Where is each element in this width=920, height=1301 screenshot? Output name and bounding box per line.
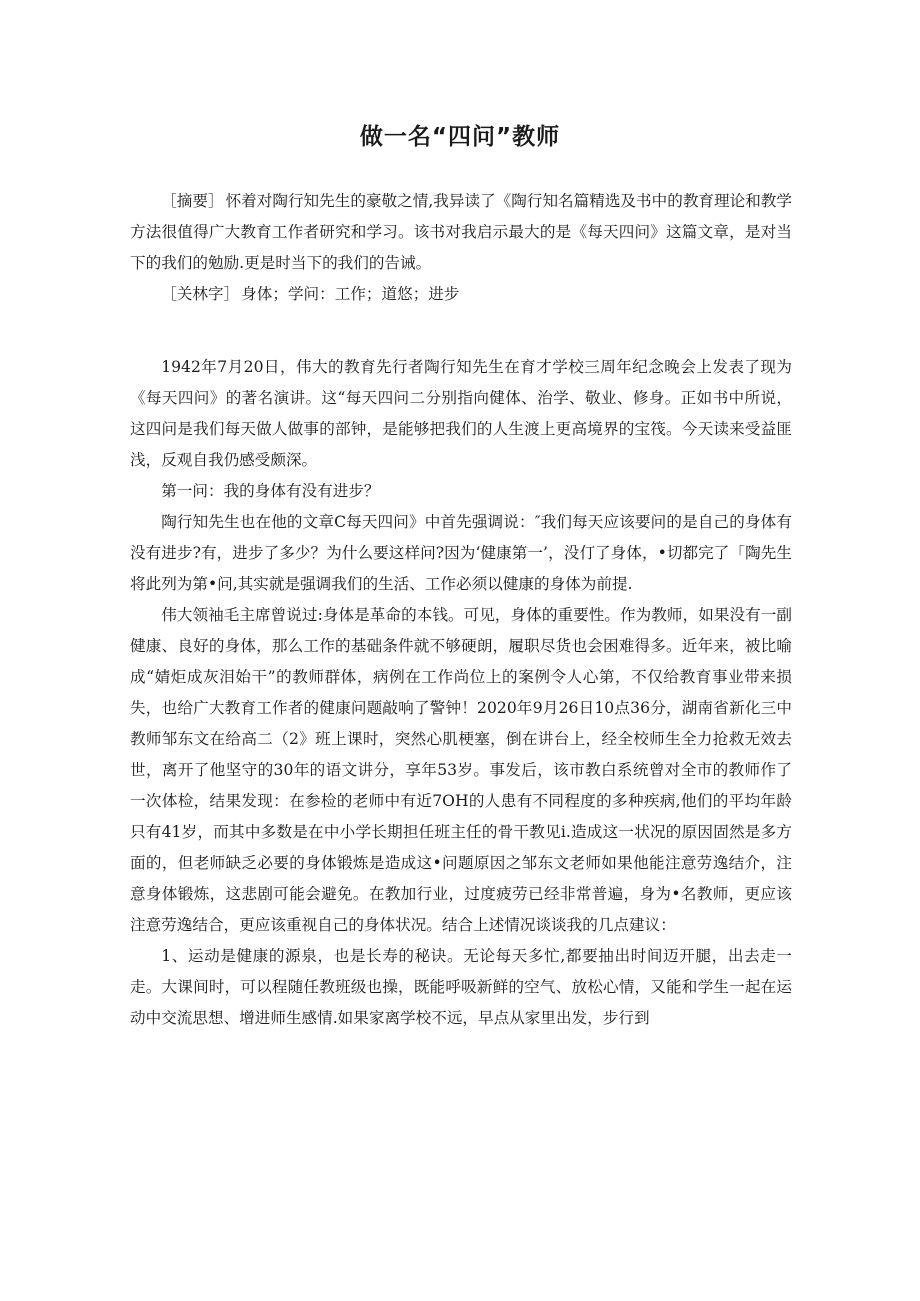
abstract-label: ［摘要］	[161, 192, 224, 210]
abstract-text: 怀着对陶行知先生的豪敬之情,我异读了《陶行知名篇精选及书中的教育理论和教学方法很值得广大教育工作者研究和学习。该书对我启示最大的是《每天四问》这篇文章，是对当下的我们的勉励.更是时当下的我们的告诫。	[130, 192, 792, 272]
abstract-paragraph	[130, 186, 792, 279]
section-gap	[130, 310, 792, 352]
document-body	[130, 186, 792, 1034]
body-paragraph: 陶行知先生也在他的文章C每天四问》中首先强调说：″我们每天应该要问的是自己的身体有没有进步?有，进步了多少？为什么要这样问?因为‘健康第一’，没仃了身体，•切都完了「陶先生将此列为第•问,其实就是强调我们的生活、工作必须以健康的身体为前提.	[130, 513, 792, 593]
body-paragraph: 伟大领袖毛主席曾说过:身体是革命的本钱。可见，身体的重要性。作为教师，如果没有一副健康、良好的身体，那么工作的基础条件就不够硬朗，履职尽货也会困难得多。近年来，被比喻成“婧炬成灰泪始干”的教师群体，病例在工作尚位上的案例令人心第，不仅给教育事业带来损失，也给广大教育工作者的健康问题敲响了警钟！2020年9月26日10点36分，湖南省新化三中教师邹东文在给高二（2》班上课时，突然心肌梗塞，倒在讲台上，经全校师生全力抢救无效去世，离开了他坚守的30年的语文讲分，享年53岁。事发后，该市教白系统曾对全市的教师作了一次体检，结果发现：在参检的老师中有近7OH的人患有不同程度的多种疾病,他们的平均年龄只有41岁，而其中多数是在中小学长期担任班主任的骨干教见i.造成这一状况的原因固然是多方面的，但老师缺乏必要的身体锻炼是造成这•问题原因之邹东文老师如果他能注意劳逸结介，注意身体锻炼，这悲剧可能会避免。在教加行业，过度疲劳已经非常普遍，身为•名教师，更应该注意劳逸结合，更应该重视自己的身体状况。结合上述情况谈谈我的几点建议：	[130, 606, 792, 934]
keywords-label: ［关林字］	[161, 285, 240, 303]
body-paragraph: 1、运动是健康的源泉，也是长寿的秘诀。无论每天多忙,都要抽出时间迈开腿，出去走一走。大课间时，可以程随任教班级也操，既能呼吸新鲜的空气、放松心情，又能和学生一起在运动中交流思想、增进师生感情.如果家离学校不远，早点从家里出发，步行到	[130, 947, 792, 1027]
keywords-text: 身体；学问：工作；道悠；进步	[241, 285, 460, 303]
keywords-paragraph	[130, 279, 792, 310]
section-heading-first-question: 第一问：我的身体有没有进步？	[161, 482, 380, 500]
body-paragraph: 1942年7月20日，伟大的教育先行者陶行知先生在育才学校三周年纪念晚会上发表了现为《每天四问》的著名演讲。这“每天四问二分别指向健体、治学、敬业、修身。正如书中所说，这四问是我们每天做人做事的部钟，是能够把我们的人生渡上更高境界的宝筏。今天读来受益匪浅，反观自我仍感受颇深。	[130, 358, 792, 469]
page-title: 做一名“四问”教师	[359, 124, 561, 150]
